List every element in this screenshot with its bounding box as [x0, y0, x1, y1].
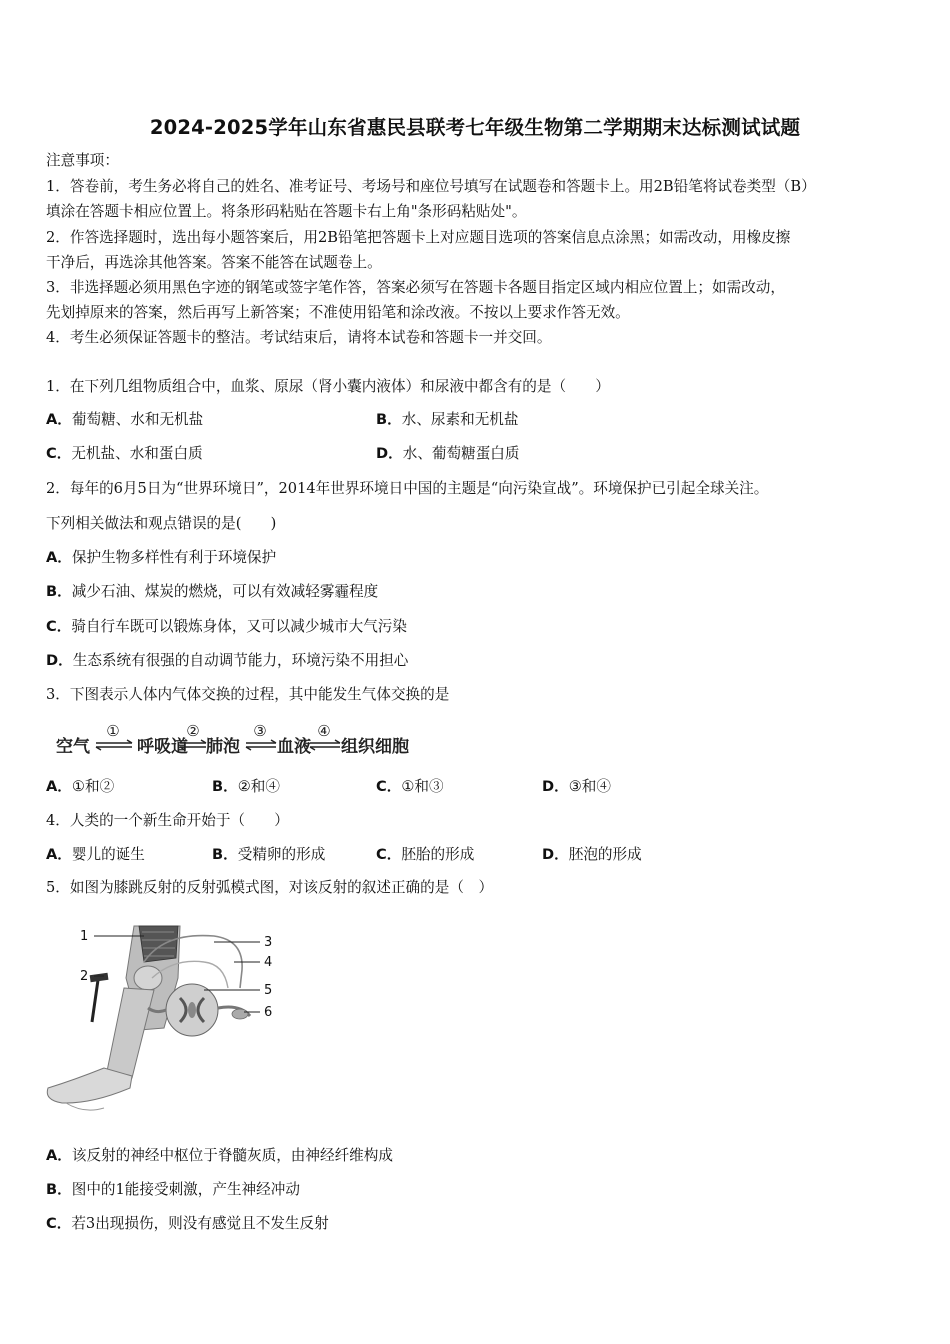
- q3-option-b: B．②和④: [212, 778, 280, 795]
- figure-label-4: 4: [264, 955, 273, 970]
- q4-option-d: D．胚泡的形成: [542, 846, 642, 863]
- q2-option-d: D．生态系统有很强的自动调节能力，环境污染不用担心: [46, 652, 409, 669]
- question-5-stem: 5．如图为膝跳反射的反射弧模式图，对该反射的叙述正确的是（ ）: [46, 879, 494, 896]
- q5-option-c: C．若3出现损伤，则没有感觉且不发生反射: [46, 1215, 329, 1232]
- figure-label-6: 6: [264, 1005, 273, 1020]
- flow-step-3: ③: [253, 722, 267, 740]
- flow-step-4: ④: [317, 722, 331, 740]
- q2-option-c: C．骑自行车既可以锻炼身体，又可以减少城市大气污染: [46, 618, 407, 635]
- flow-node-airway: 呼吸道: [137, 737, 188, 757]
- flow-node-tissue-cells: 组织细胞: [341, 737, 409, 757]
- q3-option-d: D．③和④: [542, 778, 611, 795]
- gas-exchange-diagram: [56, 722, 416, 762]
- q4-option-a: A．婴儿的诞生: [46, 846, 145, 863]
- question-2-stem: 2．每年的6月5日为“世界环境日”，2014年世界环境日中国的主题是“向污染宣战”。环境保护已引起全球关注。: [46, 480, 769, 497]
- notice-line: 填涂在答题卡相应位置上。将条形码粘贴在答题卡右上角"条形码粘贴处"。: [46, 203, 527, 220]
- q3-option-a: A．①和②: [46, 778, 115, 795]
- notice-line: 3．非选择题必须用黑色字迹的钢笔或签字笔作答，答案必须写在答题卡各题目指定区域内相应位置上；如需改动，: [46, 279, 785, 296]
- question-1-stem: 1．在下列几组物质组合中，血浆、原尿（肾小囊内液体）和尿液中都含有的是（ ）: [46, 378, 610, 395]
- q5-option-a: A．该反射的神经中枢位于脊髓灰质，由神经纤维构成: [46, 1147, 393, 1164]
- page-title: 2024-2025学年山东省惠民县联考七年级生物第二学期期末达标测试试题: [149, 116, 801, 139]
- figure-label-1: 1: [80, 929, 89, 944]
- notice-heading: 注意事项：: [46, 152, 119, 169]
- figure-label-5: 5: [264, 983, 273, 998]
- q3-option-c: C．①和③: [376, 778, 444, 795]
- notice-line: 先划掉原来的答案，然后再写上新答案；不准使用铅笔和涂改液。不按以上要求作答无效。: [46, 304, 630, 321]
- double-arrow-3: [246, 740, 276, 750]
- q5-option-b: B．图中的1能接受刺激，产生神经冲动: [46, 1181, 300, 1198]
- double-arrow-1: [96, 740, 132, 750]
- q1-option-a: A．葡萄糖、水和无机盐: [46, 411, 204, 428]
- flow-step-2: ②: [186, 722, 200, 740]
- q2-option-b: B．减少石油、煤炭的燃烧，可以有效减轻雾霾程度: [46, 583, 379, 600]
- flow-node-alveoli: 肺泡: [206, 737, 240, 757]
- knee-jerk-reflex-figure: [44, 918, 284, 1128]
- flow-step-1: ①: [106, 722, 120, 740]
- q1-option-c: C．无机盐、水和蛋白质: [46, 445, 203, 462]
- question-4-stem: 4．人类的一个新生命开始于（ ）: [46, 812, 289, 829]
- flow-node-air: 空气: [56, 737, 90, 757]
- q4-option-c: C．胚胎的形成: [376, 846, 475, 863]
- notice-line: 1．答卷前，考生务必将自己的姓名、准考证号、考场号和座位号填写在试题卷和答题卡上。用2B铅笔将试卷类型（B）: [46, 178, 816, 195]
- q4-option-b: B．受精卵的形成: [212, 846, 326, 863]
- notice-line: 干净后，再选涂其他答案。答案不能答在试题卷上。: [46, 254, 382, 271]
- flow-node-blood: 血液: [277, 737, 311, 757]
- question-3-stem: 3．下图表示人体内气体交换的过程，其中能发生气体交换的是: [46, 686, 450, 703]
- q1-option-d: D．水、葡萄糖蛋白质: [376, 445, 520, 462]
- question-2-stem-cont: 下列相关做法和观点错误的是( ): [46, 515, 277, 532]
- figure-label-2: 2: [80, 969, 89, 984]
- notice-line: 4．考生必须保证答题卡的整洁。考试结束后，请将本试卷和答题卡一并交回。: [46, 329, 552, 346]
- q2-option-a: A．保护生物多样性有利于环境保护: [46, 549, 277, 566]
- double-arrow-4: [310, 740, 340, 750]
- q1-option-b: B．水、尿素和无机盐: [376, 411, 519, 428]
- figure-label-3: 3: [264, 935, 273, 950]
- notice-line: 2．作答选择题时，选出每小题答案后，用2B铅笔把答题卡上对应题目选项的答案信息点涂黑；如需改动，用橡皮擦: [46, 229, 791, 246]
